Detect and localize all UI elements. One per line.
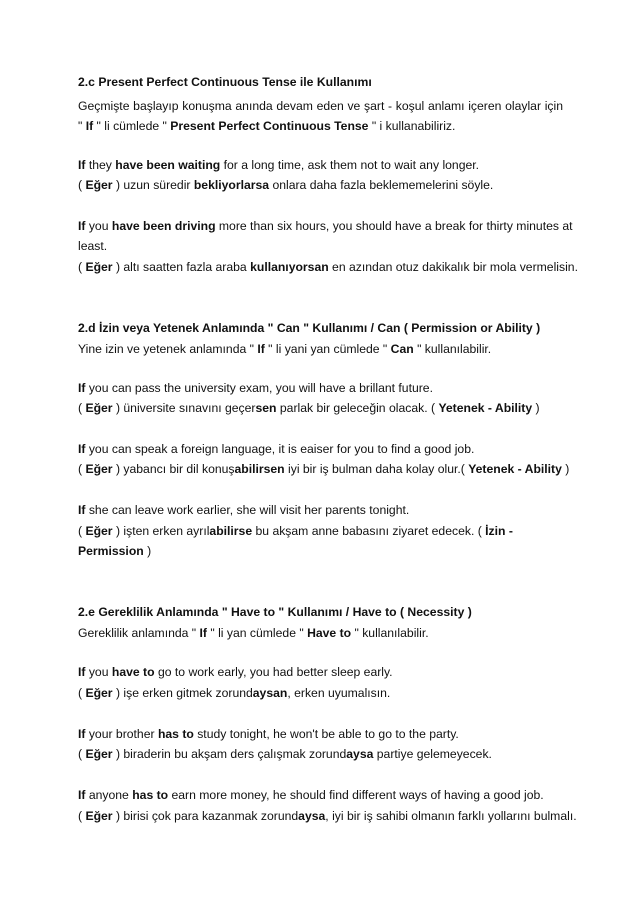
example-en: If you can pass the university exam, you will have a brillant future. [78,381,433,395]
example-tr: ( Eğer ) birisi çok para kazanmak zorundaysa, iyi bir iş sahibi olmanın farklı yollarını bulmalı. [78,809,577,823]
example-tr-cont: Permission ) [78,544,152,558]
section-heading-2d: 2.d İzin veya Yetenek Anlamında " Can " Kullanımı / Can ( Permission or Ability ) [78,321,541,335]
section-intro-2c-line1: Geçmişte başlayıp konuşma anında devam eden ve şart - koşul anlamı içeren olaylar için [78,99,563,113]
example-en-cont: least. [78,239,108,253]
example-en: If she can leave work earlier, she will visit her parents tonight. [78,503,410,517]
example-tr: ( Eğer ) altı saatten fazla araba kullanıyorsan en azından otuz dakikalık bir mola vermelisin. [78,260,578,274]
example-tr: ( Eğer ) üniversite sınavını geçersen parlak bir geleceğin olacak. ( Yetenek - Ability ) [78,401,540,415]
example-en: If you can speak a foreign language, it is eaiser for you to find a good job. [78,442,475,456]
section-intro-2c-line2: " If " li cümlede " Present Perfect Continuous Tense " i kullanabiliriz. [78,119,456,133]
example-tr: ( Eğer ) yabancı bir dil konuşabilirsen iyi bir iş bulman daha kolay olur.( Yetenek - Ability ) [78,462,570,476]
example-en: If anyone has to earn more money, he should find different ways of having a good job. [78,788,544,802]
example-en: If you have to go to work early, you had better sleep early. [78,665,393,679]
section-heading-2c: 2.c Present Perfect Continuous Tense ile Kullanımı [78,75,372,89]
example-en: If they have been waiting for a long time, ask them not to wait any longer. [78,158,480,172]
example-tr: ( Eğer ) uzun süredir bekliyorlarsa onlara daha fazla beklememelerini söyle. [78,178,494,192]
example-tr: ( Eğer ) işten erken ayrılabilirse bu akşam anne babasını ziyaret edecek. ( İzin - [78,524,513,538]
section-intro-2d: Yine izin ve yetenek anlamında " If " li yani yan cümlede " Can " kullanılabilir. [78,342,492,356]
example-tr: ( Eğer ) işe erken gitmek zorundaysan, erken uyumalısın. [78,686,391,700]
section-heading-2e: 2.e Gereklilik Anlamında " Have to " Kullanımı / Have to ( Necessity ) [78,605,472,619]
example-en: If your brother has to study tonight, he won't be able to go to the party. [78,727,459,741]
example-tr: ( Eğer ) biraderin bu akşam ders çalışmak zorundaysa partiye gelemeyecek. [78,747,492,761]
section-intro-2e: Gereklilik anlamında " If " li yan cümlede " Have to " kullanılabilir. [78,626,429,640]
example-en: If you have been driving more than six hours, you should have a break for thirty minutes at [78,219,573,233]
